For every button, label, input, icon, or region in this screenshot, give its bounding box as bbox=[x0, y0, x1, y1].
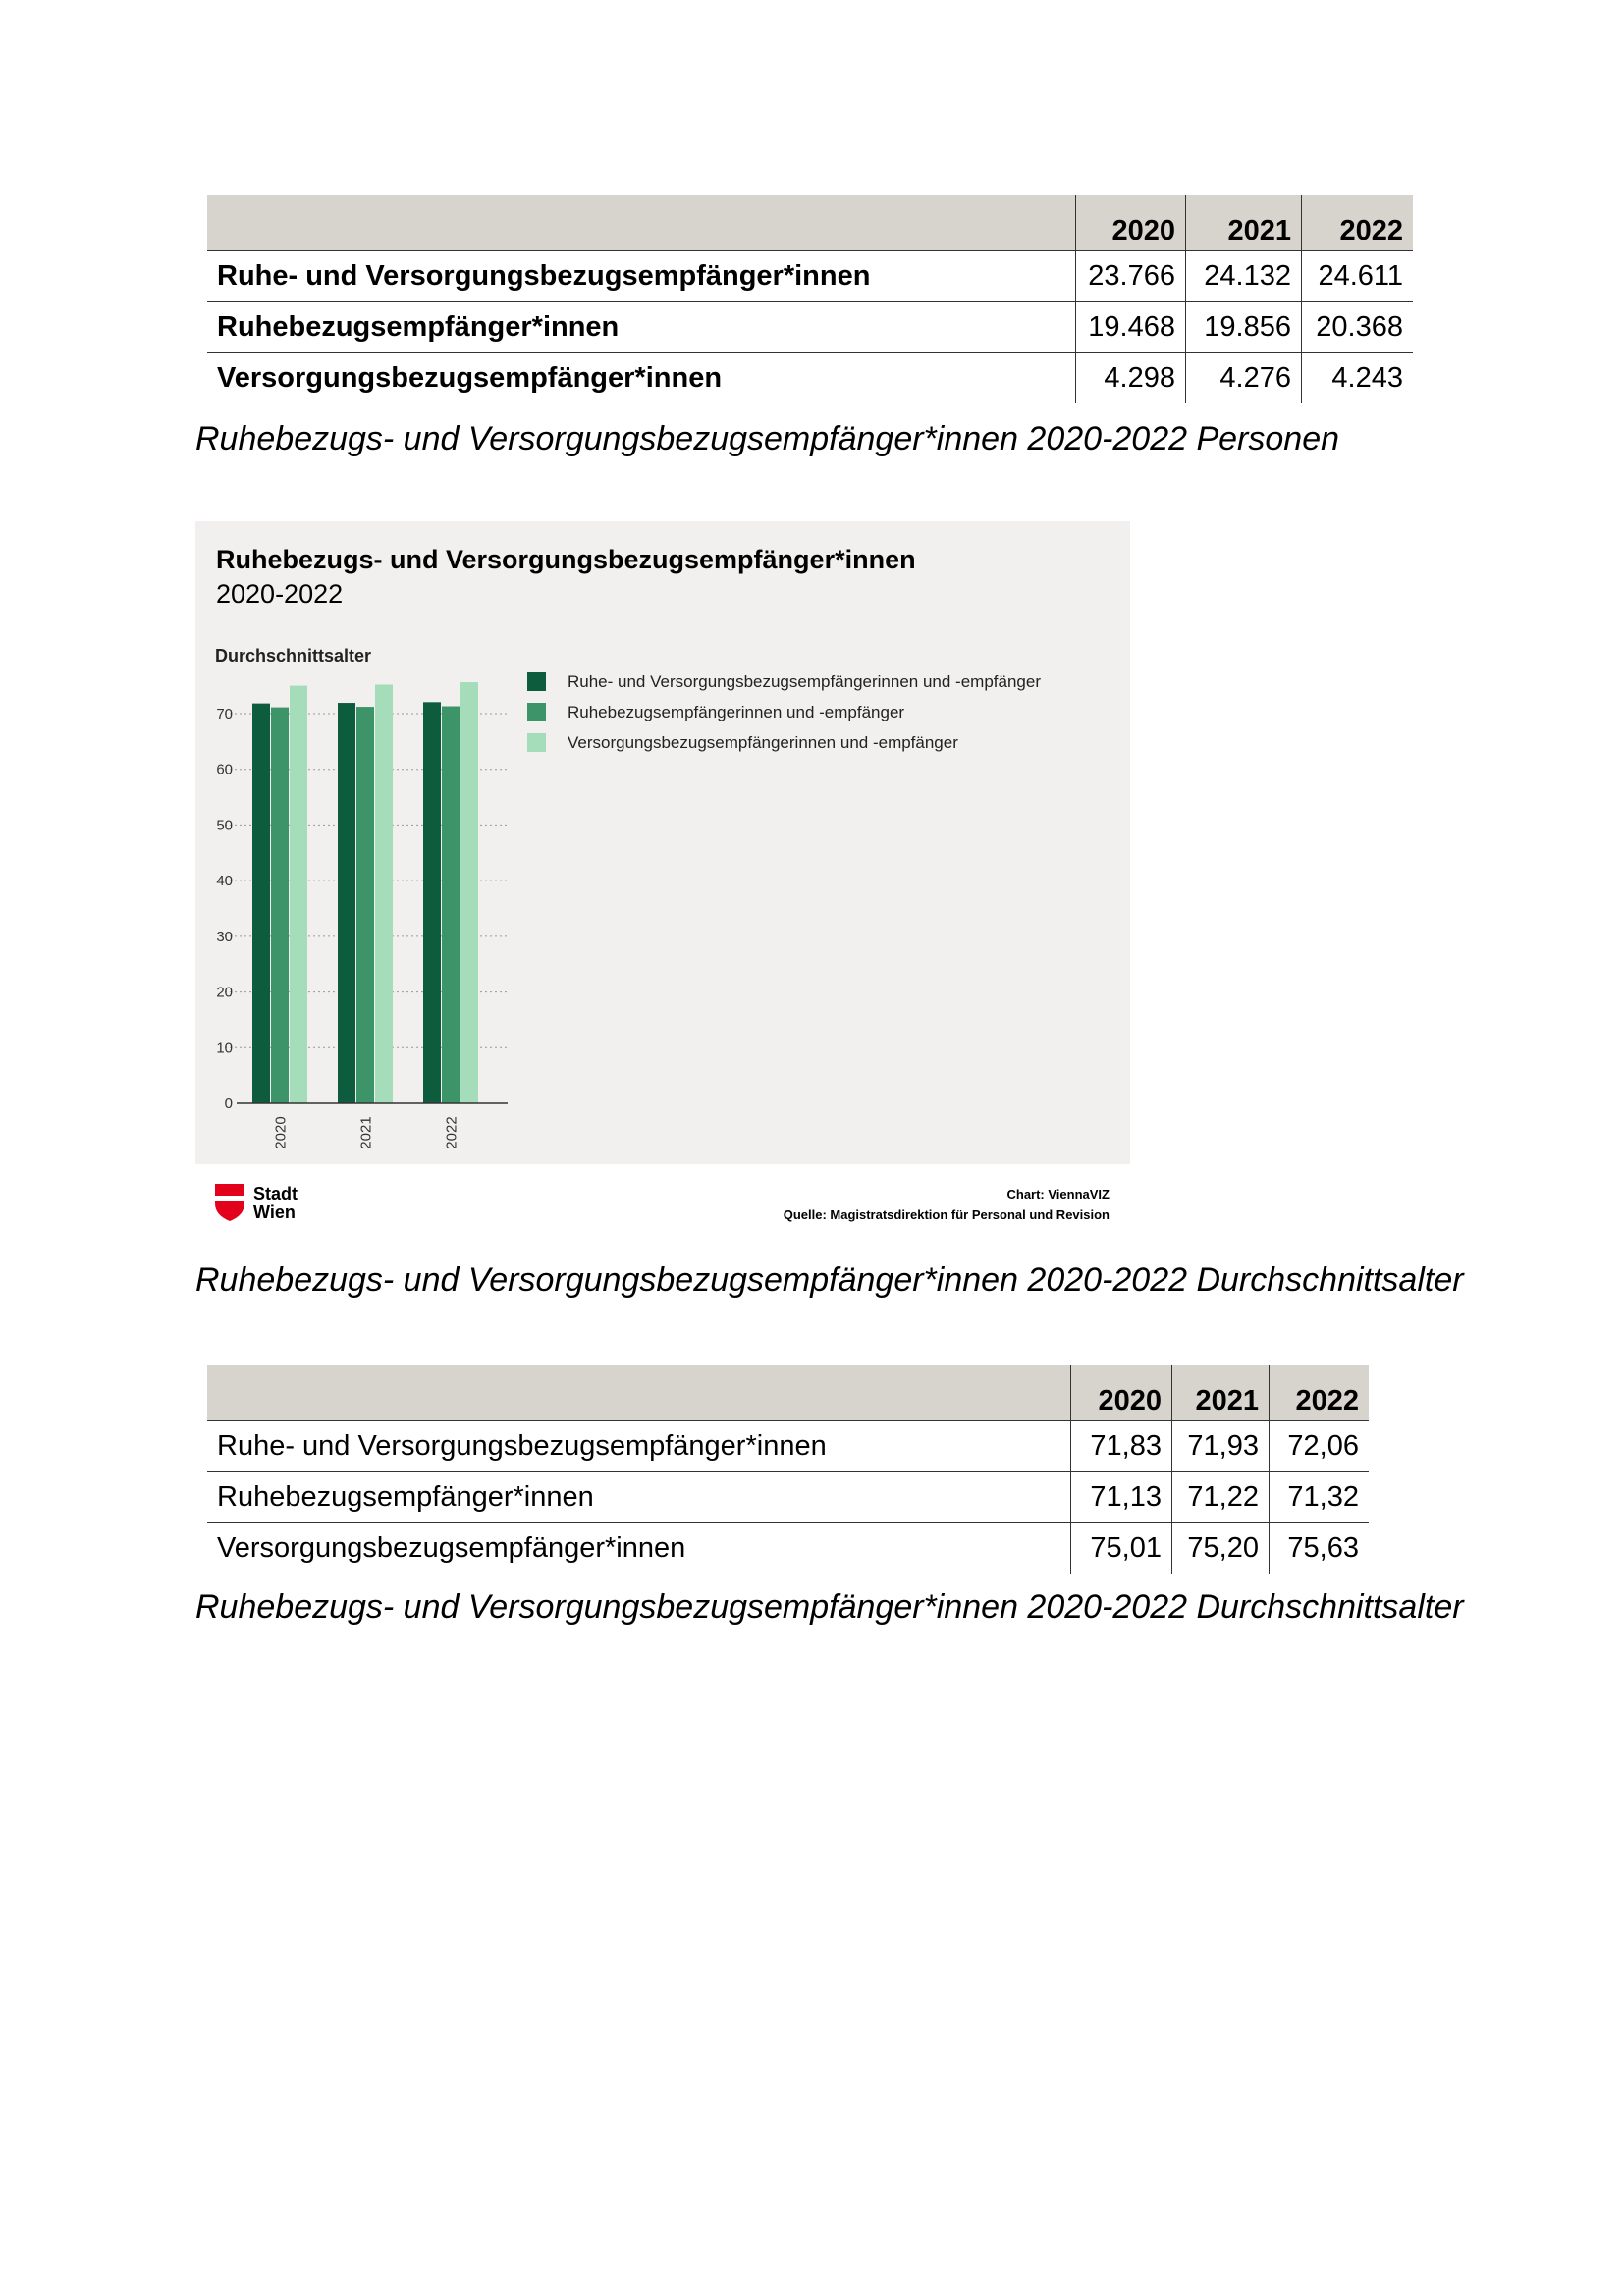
header-year-cell: 2020 bbox=[1071, 1365, 1172, 1421]
bar bbox=[423, 702, 441, 1103]
row-label: Versorgungsbezugsempfänger*innen bbox=[207, 1523, 1071, 1575]
chart-source: Quelle: Magistratsdirektion für Personal und Revision bbox=[783, 1207, 1110, 1222]
x-tick-label: 2022 bbox=[443, 1116, 460, 1149]
legend-swatch bbox=[527, 703, 546, 721]
legend-label: Ruhebezugsempfängerinnen und -empfänger bbox=[568, 703, 905, 721]
stadt-wien-logo-icon bbox=[215, 1184, 244, 1221]
table-row bbox=[207, 353, 1413, 404]
average-age-table bbox=[207, 1365, 1369, 1574]
bar bbox=[356, 707, 374, 1103]
value-cell: 72,06 bbox=[1270, 1421, 1370, 1472]
table-row bbox=[207, 251, 1413, 302]
table-row bbox=[207, 1472, 1369, 1523]
bar bbox=[290, 686, 307, 1103]
header-empty-cell bbox=[207, 195, 1076, 251]
bar bbox=[271, 708, 289, 1103]
row-label: Versorgungsbezugsempfänger*innen bbox=[207, 353, 1076, 404]
header-year-cell: 2021 bbox=[1186, 195, 1302, 251]
y-tick-label: 40 bbox=[216, 873, 233, 890]
table-caption: Ruhebezugs- und Versorgungsbezugsempfänger*innen 2020-2022 Durchschnittsalter bbox=[195, 1588, 1464, 1626]
row-label: Ruhe- und Versorgungsbezugsempfänger*innen bbox=[207, 1421, 1071, 1472]
value-cell: 19.468 bbox=[1076, 302, 1186, 353]
table-header-row bbox=[207, 195, 1413, 251]
value-cell: 19.856 bbox=[1186, 302, 1302, 353]
y-tick-label: 60 bbox=[216, 761, 233, 778]
y-tick-label: 30 bbox=[216, 928, 233, 945]
value-cell: 4.276 bbox=[1186, 353, 1302, 404]
y-tick-label: 10 bbox=[216, 1040, 233, 1057]
bar bbox=[375, 685, 393, 1103]
y-axis-label: Durchschnittsalter bbox=[215, 646, 372, 666]
header-year-cell: 2022 bbox=[1302, 195, 1414, 251]
header-empty-cell bbox=[207, 1365, 1071, 1421]
row-label: Ruhebezugsempfänger*innen bbox=[207, 1472, 1071, 1523]
value-cell: 24.611 bbox=[1302, 251, 1414, 302]
value-cell: 24.132 bbox=[1186, 251, 1302, 302]
table-row bbox=[207, 1421, 1369, 1472]
header-year-cell: 2021 bbox=[1172, 1365, 1270, 1421]
chart-footer bbox=[746, 1184, 1110, 1225]
value-cell: 75,63 bbox=[1270, 1523, 1370, 1575]
legend-swatch bbox=[527, 733, 546, 752]
table-header-row bbox=[207, 1365, 1369, 1421]
row-label: Ruhe- und Versorgungsbezugsempfänger*innen bbox=[207, 251, 1076, 302]
table-row bbox=[207, 302, 1413, 353]
value-cell: 71,13 bbox=[1071, 1472, 1172, 1523]
x-tick-label: 2021 bbox=[357, 1116, 375, 1149]
chart-title: Ruhebezugs- und Versorgungsbezugsempfänger*innen bbox=[216, 545, 916, 574]
bar-chart bbox=[195, 521, 1130, 1164]
y-tick-label: 50 bbox=[216, 817, 233, 834]
row-label: Ruhebezugsempfänger*innen bbox=[207, 302, 1076, 353]
chart-credit: Chart: ViennaVIZ bbox=[1006, 1187, 1110, 1201]
legend-label: Versorgungsbezugsempfängerinnen und -empfänger bbox=[568, 733, 958, 752]
value-cell: 75,20 bbox=[1172, 1523, 1270, 1575]
value-cell: 75,01 bbox=[1071, 1523, 1172, 1575]
bar bbox=[442, 707, 460, 1103]
persons-table bbox=[207, 195, 1413, 403]
legend-label: Ruhe- und Versorgungsbezugsempfängerinnen und -empfänger bbox=[568, 672, 1041, 691]
bar bbox=[252, 704, 270, 1103]
table-caption: Ruhebezugs- und Versorgungsbezugsempfänger*innen 2020-2022 Personen bbox=[195, 420, 1340, 457]
header-year-cell: 2022 bbox=[1270, 1365, 1370, 1421]
logo-text-line: Stadt bbox=[253, 1184, 298, 1203]
value-cell: 4.243 bbox=[1302, 353, 1414, 404]
x-tick-label: 2020 bbox=[272, 1116, 290, 1149]
header-year-cell: 2020 bbox=[1076, 195, 1186, 251]
value-cell: 20.368 bbox=[1302, 302, 1414, 353]
logo-text-line: Wien bbox=[253, 1202, 296, 1222]
bar bbox=[338, 703, 355, 1103]
chart-caption: Ruhebezugs- und Versorgungsbezugsempfänger*innen 2020-2022 Durchschnittsalter bbox=[195, 1261, 1464, 1299]
value-cell: 71,93 bbox=[1172, 1421, 1270, 1472]
value-cell: 71,22 bbox=[1172, 1472, 1270, 1523]
chart-subtitle: 2020-2022 bbox=[216, 579, 344, 609]
value-cell: 71,32 bbox=[1270, 1472, 1370, 1523]
value-cell: 71,83 bbox=[1071, 1421, 1172, 1472]
y-tick-label: 20 bbox=[216, 984, 233, 1001]
y-tick-label: 0 bbox=[224, 1095, 233, 1112]
logo-text bbox=[253, 1185, 298, 1222]
legend-swatch bbox=[527, 672, 546, 691]
value-cell: 4.298 bbox=[1076, 353, 1186, 404]
y-tick-label: 70 bbox=[216, 706, 233, 722]
bar bbox=[460, 682, 478, 1103]
table-row bbox=[207, 1523, 1369, 1575]
value-cell: 23.766 bbox=[1076, 251, 1186, 302]
